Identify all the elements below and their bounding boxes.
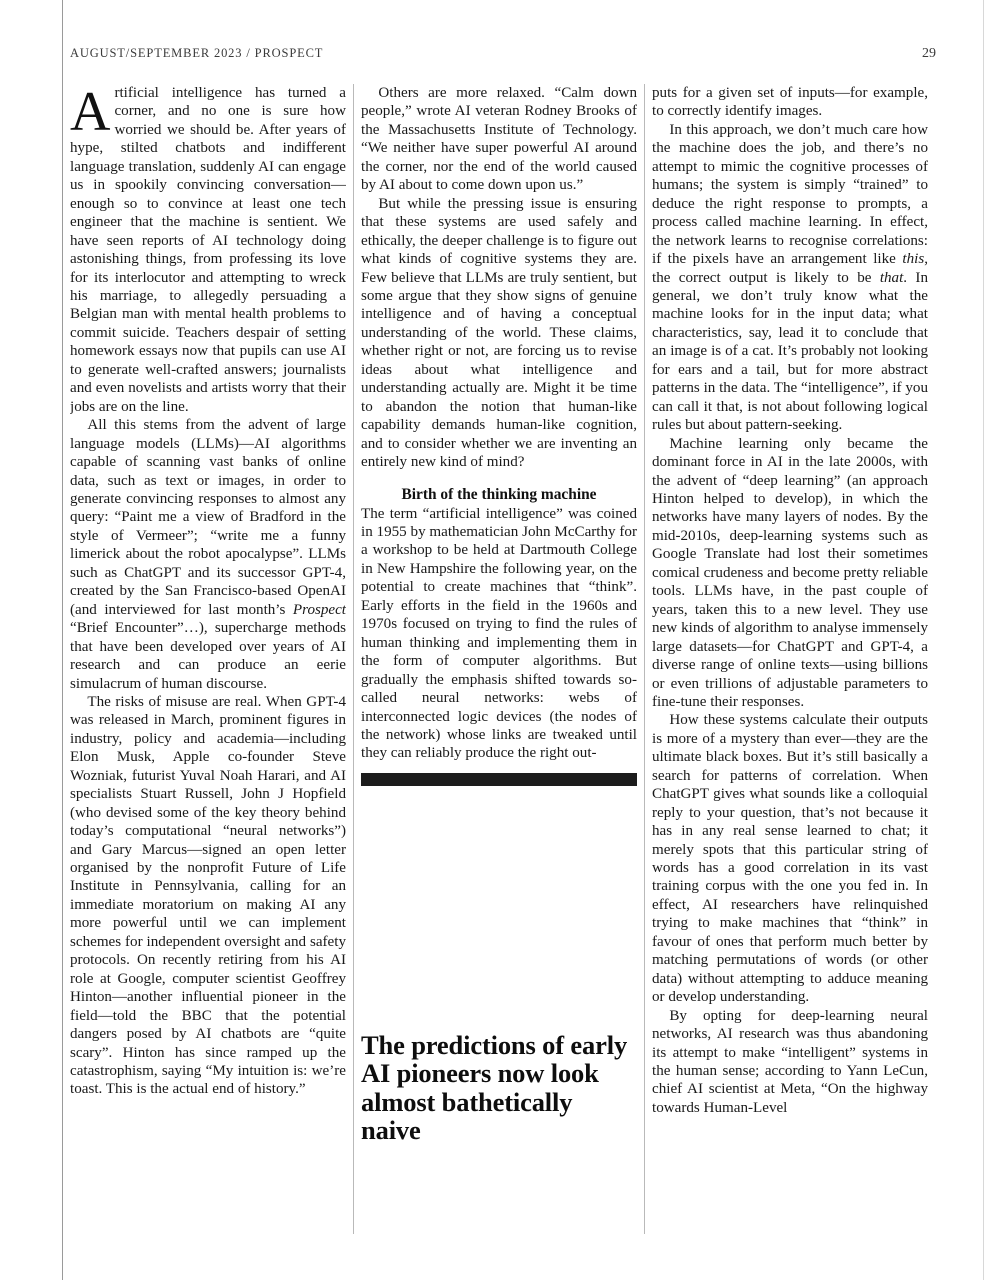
paragraph-opening-text: rtificial intelligence has turned a corner, and no one is sure how worried we should be. After years of hype, stilted chatbots and indifferent language translation, suddenly AI can engage us in spookily convincing conversation—enough so to convince at least one tech engineer that the machine is sentient. We have seen reports of AI technology doing astonishing things, from professing its love for its interlocutor and attempting to wreck his marriage, to allegedly persuading a Belgian man with mental health problems to commit suicide. Teachers despair of setting homework essays now that pupils can use AI to generate well-crafted answers; journalists and even novelists and artists worry that their jobs are on the line. [70, 85, 346, 415]
paragraph-llm-advent-part-a: All this stems from the advent of large language models (LLMs)—AI algorithms capable of scanning vast banks of online data, such as text or images, in order to generate convincing responses to almost any query: “Paint me a view of Bradford in the style of Vermeer”; “write me a funny limerick about the robot apocalypse”. LLMs such as ChatGPT and its successor GPT-4, created by the San Francisco-based OpenAI (and interviewed for last month’s [70, 417, 346, 618]
column-one [70, 84, 346, 1234]
column-rule-2 [644, 84, 645, 1234]
page-number: 29 [922, 46, 936, 61]
spine-rule [62, 0, 63, 1280]
paragraph-in-this-approach-part-b: , the correct output is likely to be [652, 251, 928, 286]
paragraph-risks-of-misuse: The risks of misuse are real. When GPT-4 was released in March, prominent figures in industry, policy and academia—including Elon Musk, Apple co-founder Steve Wozniak, futurist Yuval Noah Harari, and AI specialists Stuart Russell, John J Hopfield (who devised some of the key theory behind today’s computational “neural networks”) and Gary Marcus—signed an open letter organised by the nonprofit Future of Life Institute in Pennsylvania, calling for an immediate moratorium on making AI any more powerful until we can implement schemes for independent oversight and safety protocols. On recently retiring from his AI role at Google, computer scientist Geoffrey Hinton—another influential pioneer in the field—told the BBC that the potential dangers posed by AI chatbots are “quite scary”. Hinton has since ramped up the catastrophism, saying “My intuition is: we’re toast. This is the actual end of history.” [70, 693, 346, 1098]
paragraph-opening [70, 84, 346, 416]
paragraph-pressing-issue: But while the pressing issue is ensuring that these systems are used safely and ethically, the deeper challenge is to figure out what kinds of cognitive systems they are. Few believe that LLMs are truly sentient, but some argue that they show signs of genuine intelligence and of having a conceptual understanding of the world. These claims, whether right or not, are forcing us to revise ideas about what intelligence and understanding actually are. Might it be time to abandon the notion that human-like capability demands human-like cognition, and to consider whether we are inventing an entirely new kind of mind? [361, 195, 637, 471]
crosshead-birth-of-the-thinking-machine: Birth of the thinking machine [401, 485, 597, 503]
this-italic: this [902, 251, 925, 268]
paragraph-term-artificial-intelligence: The term “artificial intelligence” was coined in 1955 by mathematician John McCarthy for a workshop to be held at Dartmouth College in New Hampshire the following year, on the potential to create machines that “think”. Early efforts in the field in the 1960s and 1970s focused on trying to find the rules of human thinking and implementing them in the form of computer algorithms. But gradually the emphasis shifted towards so-called neural networks: webs of interconnected logic devices (the nodes of the network) whose links are tweaked until they can reliably produce the right out- [361, 505, 637, 762]
column-two [361, 84, 637, 1234]
paragraph-in-this-approach-part-c: . In general, we don’t truly know what the machine looks for in the input data; what characteristics, say, lead it to conclude that an image is of a cat. It’s probably not looking for ears and a tail, but for more abstract patterns in the data. The “intelligence”, if you can call it that, is not about following logical rules but about pattern-seeking. [652, 269, 928, 434]
paragraph-machine-learning-dominant: Machine learning only became the dominant force in AI in the late 2000s, with the advent of “deep learning” (an approach Hinton helped to develop), in which the networks have many layers of nodes. By the mid-2010s, deep-learning systems such as Google Translate had lost their sometimes comical crudeness and become pretty reliable tools. LLMs have, in the past couple of years, taken this to a new level. They use new kinds of algorithm to analyse immensely large datasets—for ChatGPT and GPT-4, a diverse range of online texts—using billions or even trillions of adjustable parameters to fine-tune their responses. [652, 435, 928, 710]
pull-quote: The predictions of early AI pioneers now look almost bathetically naive [361, 1029, 628, 1146]
that-italic: that [879, 269, 904, 286]
column-three [652, 84, 928, 1234]
figure-caption-bar [361, 773, 637, 786]
paragraph-in-this-approach [652, 121, 928, 435]
paragraph-others-relaxed: Others are more relaxed. “Calm down people,” wrote AI veteran Rodney Brooks of the Massachusetts Institute of Technology. “We neither have super powerful AI around the corner, nor the end of the world caused by AI about to come down upon us.” [361, 85, 637, 194]
paragraph-lecun: By opting for deep-learning neural networks, AI research was thus abandoning its attempt to make “intelligent” systems in the human sense; according to Yann LeCun, chief AI scientist at Meta, “On the highway towards Human-Level [652, 1007, 928, 1116]
figure-image-area [361, 786, 637, 1031]
paragraph-llm-advent [70, 416, 346, 693]
drop-cap: A [70, 84, 111, 143]
prospect-italic: Prospect [292, 601, 346, 618]
issue-line: AUGUST/SEPTEMBER 2023 / PROSPECT [70, 46, 324, 60]
paragraph-in-this-approach-part-a: In this approach, we don’t much care how the machine does the job, and there’s no attempt to mimic the cognitive processes of humans; the system is simply “trained” to deduce the right response to prompts, a process called machine learning. In effect, the network learns to recognise correlations: if the pixels have an arrangement like [652, 121, 928, 268]
column-rule-1 [353, 84, 354, 1234]
three-column-grid [70, 84, 928, 1234]
paragraph-outputs-continued: puts for a given set of inputs—for example, to correctly identify images. [652, 85, 928, 120]
paragraph-llm-advent-part-b: “Brief Encounter”…), supercharge methods that have been developed over years of AI research and can produce an eerie simulacrum of human discourse. [70, 620, 346, 692]
running-head [70, 46, 936, 66]
paragraph-black-boxes: How these systems calculate their outputs is more of a mystery than ever—they are the ultimate black boxes. But it’s still basically a search for patterns of correlation. When ChatGPT gives what sounds like a colloquial reply to your question, that’s not because it has in any real sense learned to chat; it merely spots that this particular string of words has a good correlation in its vast training corpus with the one you fed in. In effect, AI researchers have relinquished trying to make machines that “think” in favour of ones that perform much better by matching permutations of words (or other data) without attempting to adduce meaning or develop understanding. [652, 712, 928, 1006]
